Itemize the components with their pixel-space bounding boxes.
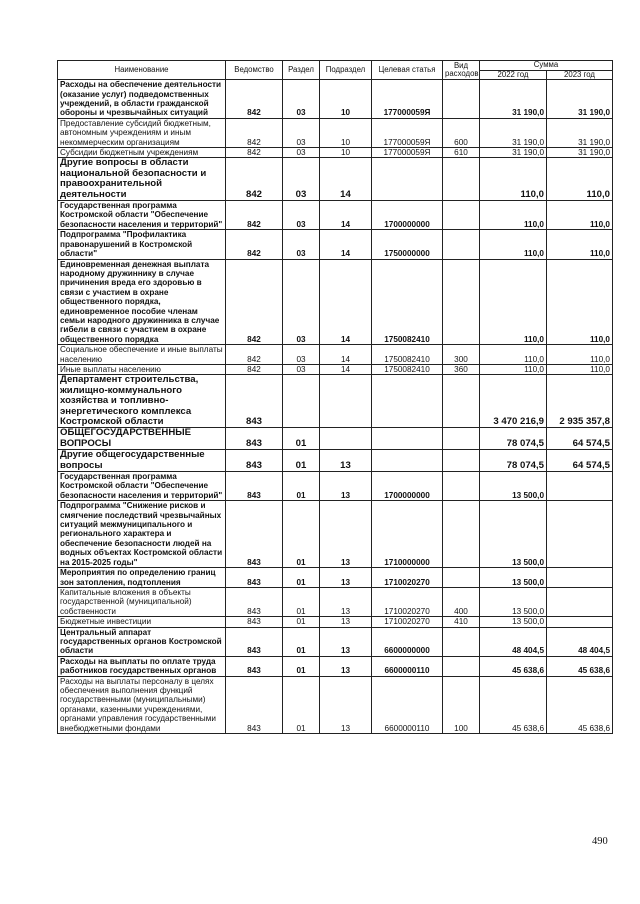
cell-target: 177000059Я (372, 118, 443, 147)
cell-target: 1700000000 (372, 201, 443, 230)
header-subsection: Подраздел (320, 61, 372, 80)
cell-2022: 13 500,0 (480, 472, 547, 501)
table-row (58, 656, 613, 676)
cell-dept: 842 (226, 158, 283, 201)
cell-name: Другие общегосударственные вопросы (58, 450, 226, 472)
cell-subsection: 14 (320, 158, 372, 201)
cell-exptype: 600 (443, 118, 480, 147)
cell-name: Субсидии бюджетным учреждениям (58, 148, 226, 158)
cell-target: 1710020270 (372, 568, 443, 588)
cell-section: 01 (283, 501, 320, 568)
cell-section: 01 (283, 656, 320, 676)
cell-dept: 843 (226, 472, 283, 501)
cell-2022: 13 500,0 (480, 617, 547, 627)
cell-dept: 843 (226, 587, 283, 616)
cell-2022: 13 500,0 (480, 501, 547, 568)
cell-2023 (547, 587, 613, 616)
cell-target: 1710000000 (372, 501, 443, 568)
cell-target: 177000059Я (372, 148, 443, 158)
cell-exptype (443, 201, 480, 230)
cell-2023: 64 574,5 (547, 450, 613, 472)
cell-subsection: 13 (320, 450, 372, 472)
cell-2023: 110,0 (547, 158, 613, 201)
cell-subsection (320, 375, 372, 428)
cell-dept: 843 (226, 428, 283, 450)
cell-2022: 13 500,0 (480, 568, 547, 588)
cell-exptype: 400 (443, 587, 480, 616)
table-header (58, 61, 613, 80)
cell-name: Другие вопросы в области национальной безопасности и правоохранительной деятельности (58, 158, 226, 201)
cell-exptype (443, 656, 480, 676)
table-row (58, 259, 613, 345)
table-row (58, 201, 613, 230)
cell-2022: 110,0 (480, 345, 547, 365)
cell-2023: 64 574,5 (547, 428, 613, 450)
cell-subsection: 13 (320, 627, 372, 656)
cell-exptype (443, 450, 480, 472)
table-row (58, 158, 613, 201)
cell-name: Мероприятия по определению границ зон затопления, подтопления (58, 568, 226, 588)
header-name: Наименование (58, 61, 226, 80)
cell-subsection: 13 (320, 676, 372, 733)
cell-exptype: 410 (443, 617, 480, 627)
cell-subsection: 14 (320, 345, 372, 365)
cell-name: Единовременная денежная выплата народному дружиннику в случае причинения вреда его здоровью в связи с участием в охране общественного порядка, единовременное пособие членам семьи народного дружинника в случае гибели в связи с участием в охране общественного порядка (58, 259, 226, 345)
cell-name: Расходы на выплаты персоналу в целях обеспечения выполнения функций государственными (муниципальными) органами, казенными учреждениями, органами управления государственными внебюджетными фондами (58, 676, 226, 733)
cell-2022: 45 638,6 (480, 676, 547, 733)
cell-subsection (320, 428, 372, 450)
cell-name: Государственная программа Костромской области "Обеспечение безопасности населения и территорий" (58, 472, 226, 501)
cell-2022: 45 638,6 (480, 656, 547, 676)
header-target: Целевая статья (372, 61, 443, 80)
header-2023: 2023 год (547, 70, 613, 80)
cell-name: Иные выплаты населению (58, 364, 226, 374)
cell-exptype (443, 627, 480, 656)
budget-table (57, 60, 613, 734)
table-row (58, 230, 613, 259)
cell-section: 03 (283, 148, 320, 158)
cell-subsection: 13 (320, 656, 372, 676)
cell-exptype: 100 (443, 676, 480, 733)
cell-dept: 843 (226, 450, 283, 472)
cell-target: 6600000110 (372, 676, 443, 733)
cell-section: 01 (283, 450, 320, 472)
table-row (58, 364, 613, 374)
cell-target: 6600000000 (372, 627, 443, 656)
cell-target: 1750082410 (372, 364, 443, 374)
cell-target: 1710020270 (372, 617, 443, 627)
cell-dept: 842 (226, 80, 283, 119)
cell-dept: 843 (226, 617, 283, 627)
cell-2022: 31 190,0 (480, 80, 547, 119)
table-row (58, 345, 613, 365)
cell-section: 01 (283, 568, 320, 588)
cell-section (283, 375, 320, 428)
cell-2022: 31 190,0 (480, 118, 547, 147)
cell-subsection: 13 (320, 617, 372, 627)
cell-subsection: 10 (320, 148, 372, 158)
cell-subsection: 14 (320, 259, 372, 345)
cell-exptype (443, 568, 480, 588)
cell-section: 03 (283, 80, 320, 119)
cell-name: Департамент строительства, жилищно-коммунального хозяйства и топливно-энергетического комплекса Костромской области (58, 375, 226, 428)
cell-2023 (547, 501, 613, 568)
cell-2023: 48 404,5 (547, 627, 613, 656)
table-row (58, 568, 613, 588)
cell-2023: 110,0 (547, 259, 613, 345)
cell-name: Государственная программа Костромской области "Обеспечение безопасности населения и территорий" (58, 201, 226, 230)
table-row (58, 627, 613, 656)
cell-2022: 110,0 (480, 259, 547, 345)
cell-subsection: 14 (320, 201, 372, 230)
cell-dept: 842 (226, 148, 283, 158)
cell-2023: 31 190,0 (547, 148, 613, 158)
cell-name: Центральный аппарат государственных органов Костромской области (58, 627, 226, 656)
cell-section: 03 (283, 118, 320, 147)
cell-subsection: 13 (320, 587, 372, 616)
header-dept: Ведомство (226, 61, 283, 80)
cell-target: 1750082410 (372, 259, 443, 345)
table-row (58, 375, 613, 428)
cell-dept: 842 (226, 230, 283, 259)
cell-subsection: 13 (320, 501, 372, 568)
cell-section: 03 (283, 158, 320, 201)
table-body (58, 80, 613, 734)
cell-2023 (547, 472, 613, 501)
table-row (58, 587, 613, 616)
cell-target: 6600000110 (372, 656, 443, 676)
cell-dept: 843 (226, 676, 283, 733)
cell-2023: 31 190,0 (547, 80, 613, 119)
cell-subsection: 13 (320, 472, 372, 501)
cell-2022: 48 404,5 (480, 627, 547, 656)
cell-2022: 110,0 (480, 201, 547, 230)
cell-section: 03 (283, 364, 320, 374)
cell-name: Бюджетные инвестиции (58, 617, 226, 627)
cell-2022: 13 500,0 (480, 587, 547, 616)
cell-2023 (547, 617, 613, 627)
cell-dept: 843 (226, 568, 283, 588)
table-row (58, 472, 613, 501)
cell-dept: 843 (226, 375, 283, 428)
cell-section: 01 (283, 676, 320, 733)
cell-name: Расходы на выплаты по оплате труда работников государственных органов (58, 656, 226, 676)
cell-exptype (443, 428, 480, 450)
cell-target (372, 375, 443, 428)
cell-2022: 110,0 (480, 158, 547, 201)
cell-subsection: 14 (320, 230, 372, 259)
header-section: Раздел (283, 61, 320, 80)
cell-target: 1750000000 (372, 230, 443, 259)
cell-target: 177000059Я (372, 80, 443, 119)
cell-2023: 110,0 (547, 345, 613, 365)
table-row (58, 80, 613, 119)
cell-2022: 78 074,5 (480, 450, 547, 472)
cell-target (372, 450, 443, 472)
cell-2022: 110,0 (480, 364, 547, 374)
cell-dept: 842 (226, 118, 283, 147)
table-row (58, 617, 613, 627)
cell-target: 1750082410 (372, 345, 443, 365)
cell-exptype: 360 (443, 364, 480, 374)
header-sum: Сумма (480, 61, 613, 71)
cell-target (372, 158, 443, 201)
cell-exptype (443, 501, 480, 568)
cell-exptype (443, 472, 480, 501)
cell-section: 01 (283, 617, 320, 627)
cell-exptype (443, 230, 480, 259)
cell-2022: 3 470 216,9 (480, 375, 547, 428)
cell-2023: 31 190,0 (547, 118, 613, 147)
cell-section: 01 (283, 428, 320, 450)
cell-target: 1710020270 (372, 587, 443, 616)
cell-2022: 78 074,5 (480, 428, 547, 450)
cell-dept: 842 (226, 201, 283, 230)
header-2022: 2022 год (480, 70, 547, 80)
cell-target (372, 428, 443, 450)
table-row (58, 148, 613, 158)
cell-dept: 843 (226, 501, 283, 568)
cell-name: Предоставление субсидий бюджетным, автономным учреждениям и иным некоммерческим организациям (58, 118, 226, 147)
cell-subsection: 10 (320, 80, 372, 119)
cell-2023: 2 935 357,8 (547, 375, 613, 428)
cell-subsection: 10 (320, 118, 372, 147)
cell-exptype: 610 (443, 148, 480, 158)
cell-dept: 842 (226, 345, 283, 365)
cell-section: 01 (283, 627, 320, 656)
cell-subsection: 13 (320, 568, 372, 588)
table-row (58, 118, 613, 147)
cell-dept: 843 (226, 627, 283, 656)
cell-name: Подпрограмма "Снижение рисков и смягчение последствий чрезвычайных ситуаций межмуниципального и регионального характера и обеспечение безопасности людей на водных объектах Костромской области на 2015-2025 годы" (58, 501, 226, 568)
cell-exptype (443, 158, 480, 201)
cell-2023: 110,0 (547, 201, 613, 230)
cell-section: 01 (283, 587, 320, 616)
cell-name: Социальное обеспечение и иные выплаты населению (58, 345, 226, 365)
cell-section: 01 (283, 472, 320, 501)
cell-2023: 110,0 (547, 230, 613, 259)
cell-exptype (443, 80, 480, 119)
cell-section: 03 (283, 201, 320, 230)
table-row (58, 501, 613, 568)
cell-2022: 31 190,0 (480, 148, 547, 158)
header-exptype: Вид расходов (443, 61, 480, 80)
cell-2023 (547, 568, 613, 588)
cell-name: Подпрограмма "Профилактика правонарушений в Костромской области" (58, 230, 226, 259)
cell-2022: 110,0 (480, 230, 547, 259)
cell-name: Капитальные вложения в объекты государственной (муниципальной) собственности (58, 587, 226, 616)
cell-exptype (443, 375, 480, 428)
cell-exptype (443, 259, 480, 345)
cell-section: 03 (283, 259, 320, 345)
cell-name: ОБЩЕГОСУДАРСТВЕННЫЕ ВОПРОСЫ (58, 428, 226, 450)
cell-2023: 45 638,6 (547, 676, 613, 733)
table-row (58, 428, 613, 450)
cell-2023: 110,0 (547, 364, 613, 374)
cell-dept: 842 (226, 259, 283, 345)
cell-2023: 45 638,6 (547, 656, 613, 676)
table-row (58, 450, 613, 472)
cell-section: 03 (283, 230, 320, 259)
cell-target: 1700000000 (372, 472, 443, 501)
cell-dept: 843 (226, 656, 283, 676)
cell-name: Расходы на обеспечение деятельности (оказание услуг) подведомственных учреждений, в области гражданской обороны и чрезвычайных ситуаций (58, 80, 226, 119)
cell-dept: 842 (226, 364, 283, 374)
page-number: 490 (592, 836, 608, 847)
budget-table-sheet (57, 60, 613, 734)
table-row (58, 676, 613, 733)
cell-section: 03 (283, 345, 320, 365)
cell-exptype: 300 (443, 345, 480, 365)
cell-subsection: 14 (320, 364, 372, 374)
